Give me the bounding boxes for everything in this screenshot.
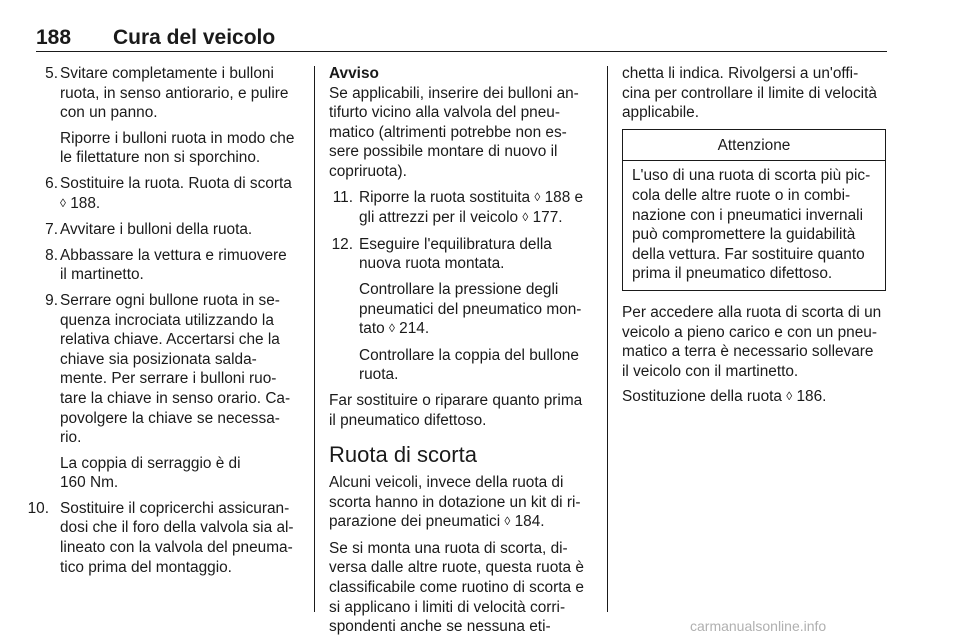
text-line: cola delle altre ruote o in combi- — [632, 186, 851, 204]
page-number: 188 — [36, 26, 72, 49]
page-header — [0, 0, 960, 54]
paragraph — [622, 387, 886, 408]
list-item — [329, 235, 592, 385]
text-line: Controllare la coppia del bullone — [359, 346, 579, 364]
item-number: 5. — [45, 65, 58, 82]
item-number: 11. — [332, 188, 353, 206]
text-line: 160 Nm. — [60, 474, 119, 492]
text-line: veicolo a pieno carico e con un pneu- — [622, 323, 877, 341]
notice — [329, 64, 592, 182]
list-item — [36, 220, 299, 240]
item-number: 7. — [45, 221, 58, 239]
text-line: matico (altrimenti potrebbe non es- — [329, 123, 567, 141]
page-reference[interactable]: 186. — [796, 388, 827, 406]
paragraph — [329, 391, 592, 430]
text-line: dosi che il foro della valvola sia al- — [60, 519, 294, 537]
text-line: quenza incrociata utilizzando la — [60, 311, 274, 329]
text-line: lineato con la valvola del pneuma- — [60, 539, 293, 557]
text-line: con un panno. — [60, 104, 158, 122]
list-item — [329, 188, 592, 229]
text-line: il martinetto. — [60, 266, 144, 284]
text-line: della vettura. Far sostituire quanto — [632, 245, 865, 263]
text-line: ruota, in senso antiorario, e pulire — [60, 84, 289, 102]
page-reference[interactable]: 188 e — [544, 188, 584, 206]
item-number: 6. — [45, 174, 58, 192]
paragraph — [329, 539, 592, 637]
page-reference[interactable]: 188. — [70, 194, 101, 212]
text-line: spondenti anche se nessuna eti- — [329, 618, 551, 636]
column-1 — [27, 64, 299, 583]
text-line: Se si monta una ruota di scorta, di- — [329, 539, 568, 557]
text-line: Sostituire il copricerchi assicuran- — [60, 499, 290, 517]
text-line: Svitare completamente i bulloni — [60, 65, 274, 82]
text-line: copriruota). — [329, 162, 407, 180]
text-line: Sostituzione della ruota — [622, 388, 782, 406]
reference-arrow-icon: ◊ — [786, 389, 793, 404]
text-line: il veicolo con il martinetto. — [622, 362, 799, 380]
text-line: rio. — [60, 429, 82, 447]
section-heading: Ruota di scorta — [329, 442, 477, 468]
reference-arrow-icon: ◊ — [60, 195, 66, 210]
item-number: 9. — [45, 291, 58, 309]
text-line: Controllare la pressione degli — [359, 280, 559, 298]
text-line: Avvitare i bulloni della ruota. — [60, 221, 253, 239]
text-line: il pneumatico difettoso. — [329, 411, 487, 429]
text-line: cina per controllare il limite di velocità — [622, 84, 877, 102]
text-line: nazione con i pneumatici invernali — [632, 206, 863, 224]
list-item — [36, 64, 299, 168]
text-line: La coppia di serraggio è di — [60, 454, 241, 472]
warning-box — [622, 129, 886, 291]
text-line: matico a terra è necessario sollevare — [622, 343, 874, 361]
list-item — [36, 291, 299, 493]
list-item — [27, 499, 299, 577]
text-line: le filettature non si sporchino. — [60, 149, 261, 167]
page-reference[interactable]: 184. — [514, 513, 545, 531]
item-number: 8. — [45, 246, 58, 264]
column-divider — [314, 66, 315, 612]
text-line: scorta hanno in dotazione un kit di ri- — [329, 493, 581, 511]
item-number: 10. — [27, 499, 49, 517]
text-line: Riporre i bulloni ruota in modo che — [60, 129, 295, 147]
text-line: tato — [359, 320, 385, 338]
text-line: classificabile come ruotino di scorta e — [329, 579, 584, 597]
text-line: relativa chiave. Accertarsi che la — [60, 331, 280, 349]
header-rule — [36, 51, 887, 52]
page-title: Cura del veicolo — [113, 26, 276, 49]
text-line: chiave sia posizionata salda- — [60, 350, 257, 368]
text-line: tifurto vicino alla valvola del pneu- — [329, 104, 560, 122]
text-line: parazione dei pneumatici — [329, 513, 501, 531]
footer-watermark: carmanualsonline.info — [690, 618, 827, 634]
text-line: chetta li indica. Rivolgersi a un'offi- — [622, 65, 859, 82]
text-line: Riporre la ruota sostituita — [359, 188, 531, 206]
text-line: Serrare ogni bullone ruota in se- — [60, 291, 280, 309]
warning-title: Attenzione — [623, 130, 885, 162]
list-item — [36, 174, 299, 214]
text-line: Eseguire l'equilibratura della — [359, 235, 552, 253]
reference-arrow-icon: ◊ — [504, 514, 511, 529]
text-line: Sostituire la ruota. Ruota di scorta — [60, 174, 292, 192]
text-line: sere possibile montare di nuovo il — [329, 143, 558, 161]
list-item — [36, 246, 299, 285]
reference-arrow-icon: ◊ — [522, 210, 529, 225]
text-line: Se applicabili, inserire dei bulloni an- — [329, 84, 579, 102]
reference-arrow-icon: ◊ — [534, 189, 541, 204]
reference-arrow-icon: ◊ — [388, 321, 395, 336]
text-line: L'uso di una ruota di scorta più pic- — [632, 167, 871, 185]
text-line: tico prima del montaggio. — [60, 558, 232, 576]
text-line: tare la chiave in senso orario. Ca- — [60, 389, 291, 407]
notice-title: Avviso — [329, 65, 379, 82]
text-line: ruota. — [359, 366, 399, 384]
column-2 — [329, 64, 592, 643]
item-number: 12. — [331, 235, 353, 253]
text-line: nuova ruota montata. — [359, 255, 505, 273]
column-3 — [622, 64, 886, 414]
page-reference[interactable]: 214. — [399, 320, 430, 338]
text-line: si applicano i limiti di velocità corri- — [329, 598, 566, 616]
text-line: Abbassare la vettura e rimuovere — [60, 246, 287, 264]
text-line: pneumatici del pneumatico mon- — [359, 300, 582, 318]
text-line: applicabile. — [622, 104, 700, 122]
paragraph — [622, 64, 886, 123]
text-line: Far sostituire o riparare quanto prima — [329, 391, 583, 409]
column-divider — [607, 66, 608, 612]
text-line: Per accedere alla ruota di scorta di un — [622, 303, 882, 321]
text-line: può compromettere la guidabilità — [632, 226, 856, 244]
text-line: versa dalle altre ruote, questa ruota è — [329, 559, 584, 577]
paragraph — [622, 303, 886, 381]
text-line: povolgere la chiave se necessa- — [60, 409, 280, 427]
text-line: prima il pneumatico difettoso. — [632, 265, 833, 283]
text-line: Alcuni veicoli, invece della ruota di — [329, 474, 564, 492]
text-line: mente. Per serrare i bulloni ruo- — [60, 370, 277, 388]
paragraph — [329, 473, 592, 533]
page-reference[interactable]: 177. — [532, 209, 563, 227]
text-line: gli attrezzi per il veicolo — [359, 209, 519, 227]
